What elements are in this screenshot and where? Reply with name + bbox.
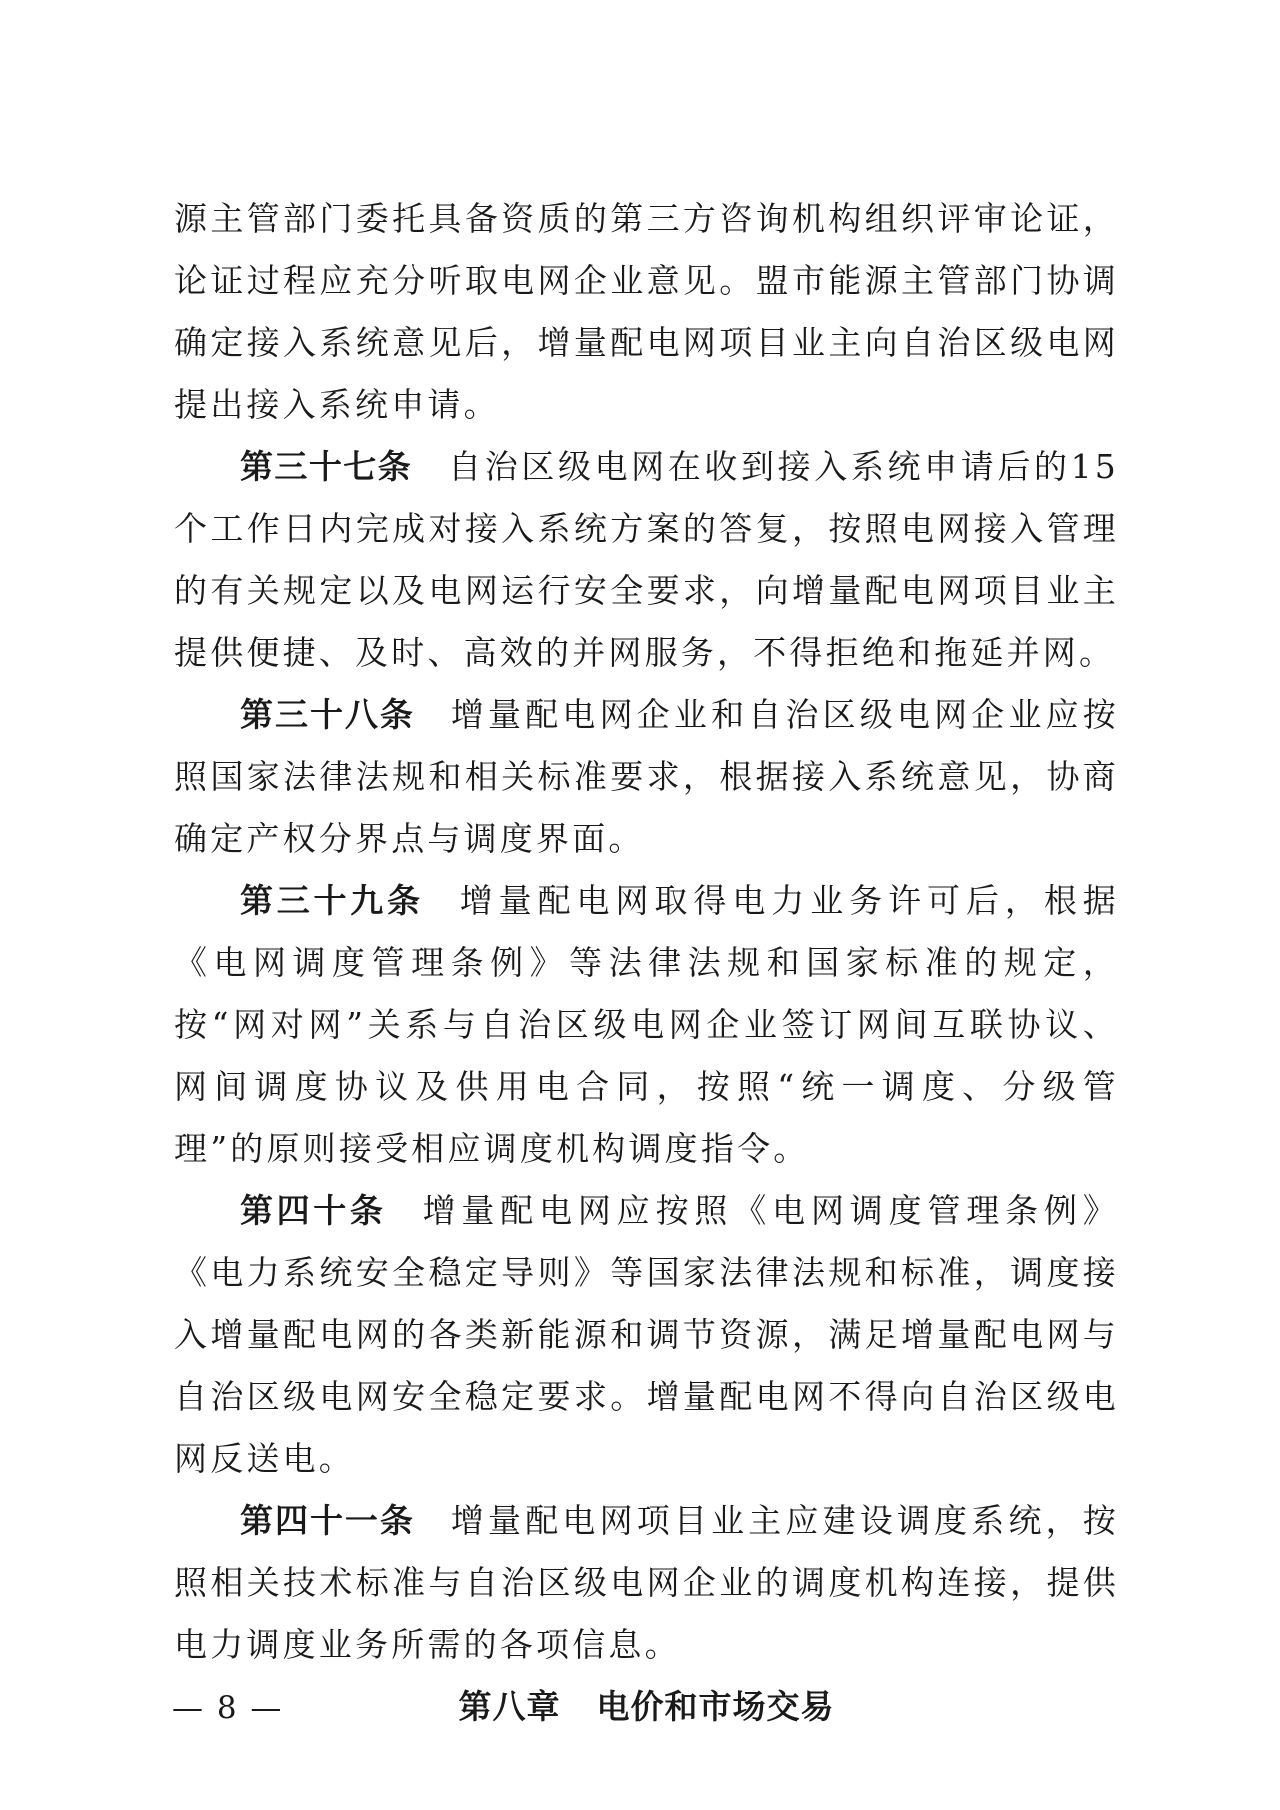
chapter-title: 电价和市场交易 — [596, 1687, 835, 1726]
article-text: 自治区级电网在收到接入系统申请后的15个工作日内完成对接入系统方案的答复，按照电网接入管理的有关规定以及电网运行安全要求，向增量配电网项目业主提供便捷、及时、高效的并网服务，不得拒绝和拖延并网。 — [174, 447, 1119, 672]
document-body — [174, 188, 1119, 1738]
page-number: — 8 — — [172, 1690, 284, 1726]
article-text: 增量配电网项目业主应建设调度系统，按照相关技术标准与自治区级电网企业的调度机构连接，提供电力调度业务所需的各项信息。 — [174, 1501, 1120, 1664]
article-title: 第三十七条 — [240, 447, 413, 486]
article-38 — [174, 684, 1119, 870]
article-39 — [174, 870, 1119, 1180]
article-text: 增量配电网企业和自治区级电网企业应按照国家法律法规和相关标准要求，根据接入系统意见，协商确定产权分界点与调度界面。 — [174, 695, 1120, 858]
article-title: 第三十八条 — [240, 695, 415, 734]
chapter-number: 第八章 — [458, 1687, 561, 1726]
article-text: 增量配电网取得电力业务许可后，根据《电网调度管理条例》等法律法规和国家标准的规定，按“网对网”关系与自治区级电网企业签订网间互联协议、网间调度协议及供用电合同，按照“统一调度、分级管理”的原则接受相应调度机构调度指令。 — [174, 881, 1119, 1168]
paragraph-text: 源主管部门委托具备资质的第三方咨询机构组织评审论证，论证过程应充分听取电网企业意见。盟市能源主管部门协调确定接入系统意见后，增量配电网项目业主向自治区级电网提出接入系统申请。 — [174, 199, 1119, 424]
article-title: 第四十条 — [240, 1191, 387, 1230]
chapter-heading — [174, 1676, 1119, 1738]
article-title: 第四十一条 — [240, 1501, 415, 1540]
article-37 — [174, 436, 1119, 684]
article-title: 第三十九条 — [240, 881, 424, 920]
article-text: 增量配电网应按照《电网调度管理条例》《电力系统安全稳定导则》等国家法律法规和标准，调度接入增量配电网的各类新能源和调节资源，满足增量配电网与自治区级电网安全稳定要求。增量配电网不得向自治区级电网反送电。 — [174, 1191, 1120, 1478]
article-40 — [174, 1180, 1119, 1490]
article-41 — [174, 1490, 1119, 1676]
paragraph-continuation — [174, 188, 1119, 436]
